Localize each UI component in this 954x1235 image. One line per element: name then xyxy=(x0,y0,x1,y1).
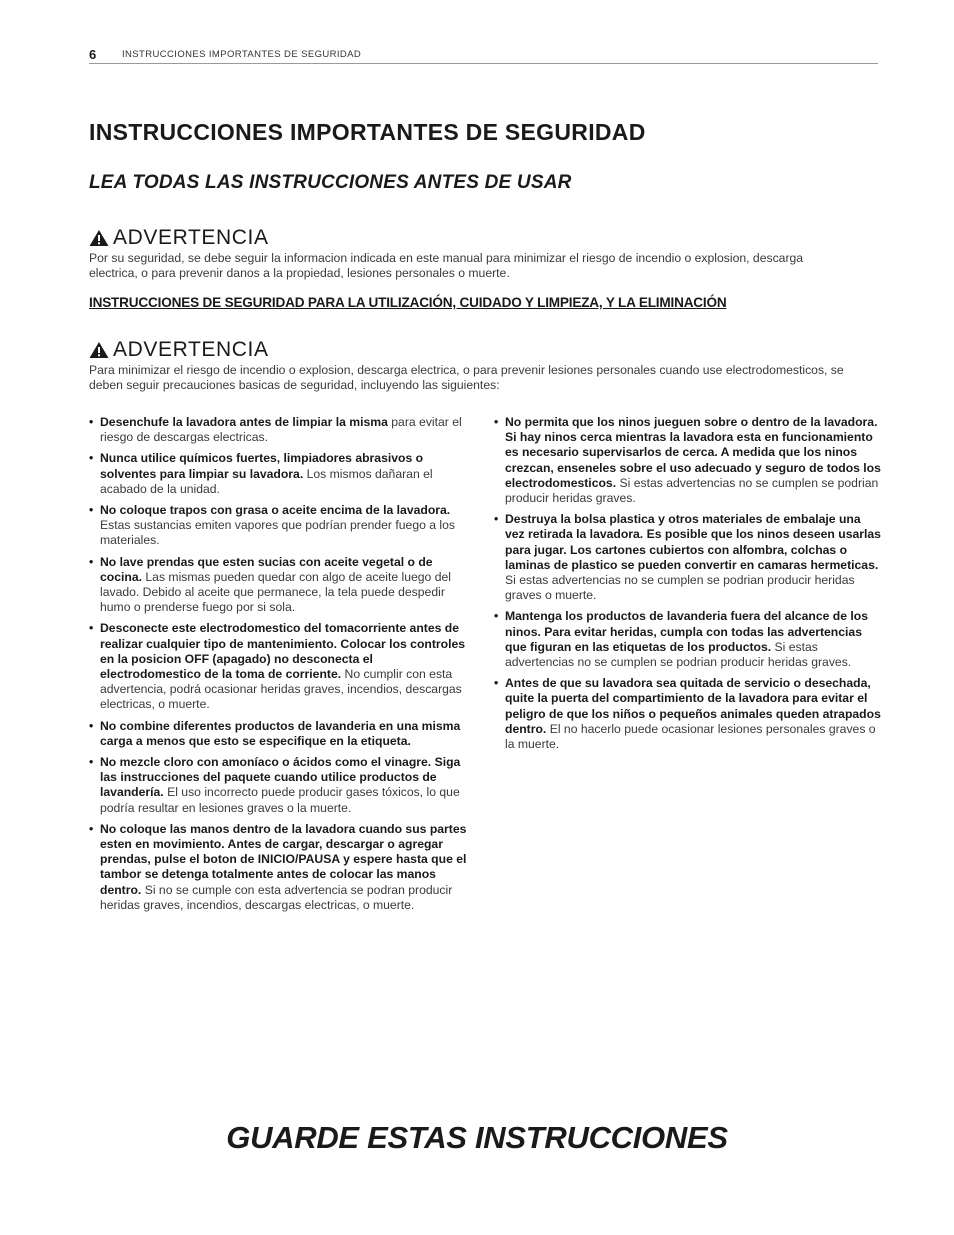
list-item: • No combine diferentes productos de lavanderia en una misma carga a menos que esto se especifique en la etiqueta. xyxy=(89,718,461,748)
list-item: • No coloque trapos con grasa o aceite encima de la lavadora. Estas sustancias emiten vapores que podrían prender fuego a los materiales. xyxy=(89,503,456,548)
bullet: • xyxy=(494,609,499,624)
warning-text: Para minimizar el riesgo de incendio o explosion, descarga electrica, o para prevenir lesiones personales cuando use electrodomesticos, se deben seguir precauciones basicas de seguridad, incluyendo las siguientes: xyxy=(89,363,844,393)
warning-triangle-icon xyxy=(89,229,109,247)
list-item: • Nunca utilice químicos fuertes, limpiadores abrasivos o solventes para limpiar su lavadora. Los mismos dañaran el acabado de la unidad. xyxy=(89,451,433,496)
bullet: • xyxy=(494,512,499,527)
list-item: • Desenchufe la lavadora antes de limpiar la misma para evitar el riesgo de descargas electricas. xyxy=(89,415,462,445)
left-instructions-list xyxy=(89,415,477,919)
warning-text: Por su seguridad, se debe seguir la informacion indicada en este manual para minimizar el riesgo de incendio o explosion, descarga electrica, o para prevenir danos a la propiedad, lesiones personales o muerte. xyxy=(89,251,804,281)
bullet: • xyxy=(89,755,94,770)
list-item: • Mantenga los productos de lavanderia fuera del alcance de los ninos. Para evitar heridas, cumpla con todas las advertencias que figuran en las etiquetas de los productos. Si estas advertencias no se cumplen se podrian producir heridas graves. xyxy=(494,609,869,670)
bullet: • xyxy=(89,621,94,636)
list-item: • Antes de que su lavadora sea quitada de servicio o desechada, quite la puerta del compartimiento de la lavadora para evitar el peligro de que los niños o pequeños animales queden atrapados dentro. El no hacerlo puede ocasionar lesiones personales graves o la muerte. xyxy=(494,676,881,752)
bullet: • xyxy=(89,451,94,466)
right-instructions-list xyxy=(494,415,882,758)
list-item: • Desconecte este electrodomestico del tomacorriente antes de realizar cualquier tipo de mantenimiento. Colocar los controles en la posicion OFF (apagado) no desconecta el electrodomestico de la toma de corriente. No cumplir con esta advertencia, podrá ocasionar heridas graves, incendios, descargas electricas, o muerte. xyxy=(89,621,466,712)
warning-header xyxy=(89,338,849,362)
list-item: • Destruya la bolsa plastica y otros materiales de embalaje una vez retirada la lavadora. Es posible que los ninos deseen usarlas para jugar. Los cartones cubiertos con alfombra, colchas o laminas de plastico se pueden convertir en camaras hermeticas. Si estas advertencias no se cumplen se podrian producir heridas graves o muerte. xyxy=(494,512,881,603)
bullet: • xyxy=(89,503,94,518)
page-title: INSTRUCCIONES IMPORTANTES DE SEGURIDAD xyxy=(89,119,646,145)
bullet: • xyxy=(89,718,94,733)
warning-triangle-icon xyxy=(89,341,109,359)
list-item: • No permita que los ninos jueguen sobre o dentro de la lavadora. Si hay ninos cerca mientras la lavadora esta en funcionamiento es necesario supervisarlos de cerca. A medida que los ninos crezcan, enseneles sobre el uso adecuado y seguro de todos los electrodomesticos. Si estas advertencias no se cumplen se podrian producir heridas graves. xyxy=(494,415,881,506)
list-item: • No coloque las manos dentro de la lavadora cuando sus partes esten en movimiento. Antes de cargar, descargar o agregar prendas, pulse el boton de INICIO/PAUSA y espere hasta que el tambor se detenga totalmente antes de colocar las manos dentro. Si no se cumple con esta advertencia se podran producir heridas graves, incendios, descargas electricas, o muerte. xyxy=(89,821,467,912)
warning-block-1 xyxy=(89,226,849,282)
warning-block-2 xyxy=(89,338,849,394)
bullet: • xyxy=(89,821,94,836)
page-header xyxy=(89,47,878,64)
list-item: • No lave prendas que esten sucias con aceite vegetal o de cocina. Las mismas pueden quedar con algo de aceite luego del lavado. Debido al aceite que permanece, la tela puede despedir humo o prenderse fuego por si sola. xyxy=(89,554,451,615)
page-number: 6 xyxy=(89,47,97,62)
page-subtitle: LEA TODAS LAS INSTRUCCIONES ANTES DE USAR xyxy=(89,172,572,193)
list-item: • No mezcle cloro con amoníaco o ácidos como el vinagre. Siga las instrucciones del paquete cuando utilice productos de lavandería. El uso incorrecto puede producir gases tóxicos, lo que podría resultar en lesiones graves o la muerte. xyxy=(89,755,461,815)
footer-title: GUARDE ESTAS INSTRUCCIONES xyxy=(226,1120,728,1155)
warning-header xyxy=(89,226,849,250)
header-title: INSTRUCCIONES IMPORTANTES DE SEGURIDAD xyxy=(122,49,362,60)
bullet: • xyxy=(89,415,94,429)
instructions-heading: INSTRUCCIONES DE SEGURIDAD PARA LA UTILIZACIÓN, CUIDADO Y LIMPIEZA, Y LA ELIMINACIÓN xyxy=(89,295,727,310)
warning-title: ADVERTENCIA xyxy=(113,338,269,361)
bullet: • xyxy=(494,676,499,691)
bullet: • xyxy=(494,415,499,429)
warning-title: ADVERTENCIA xyxy=(113,226,269,249)
bullet: • xyxy=(89,554,94,569)
